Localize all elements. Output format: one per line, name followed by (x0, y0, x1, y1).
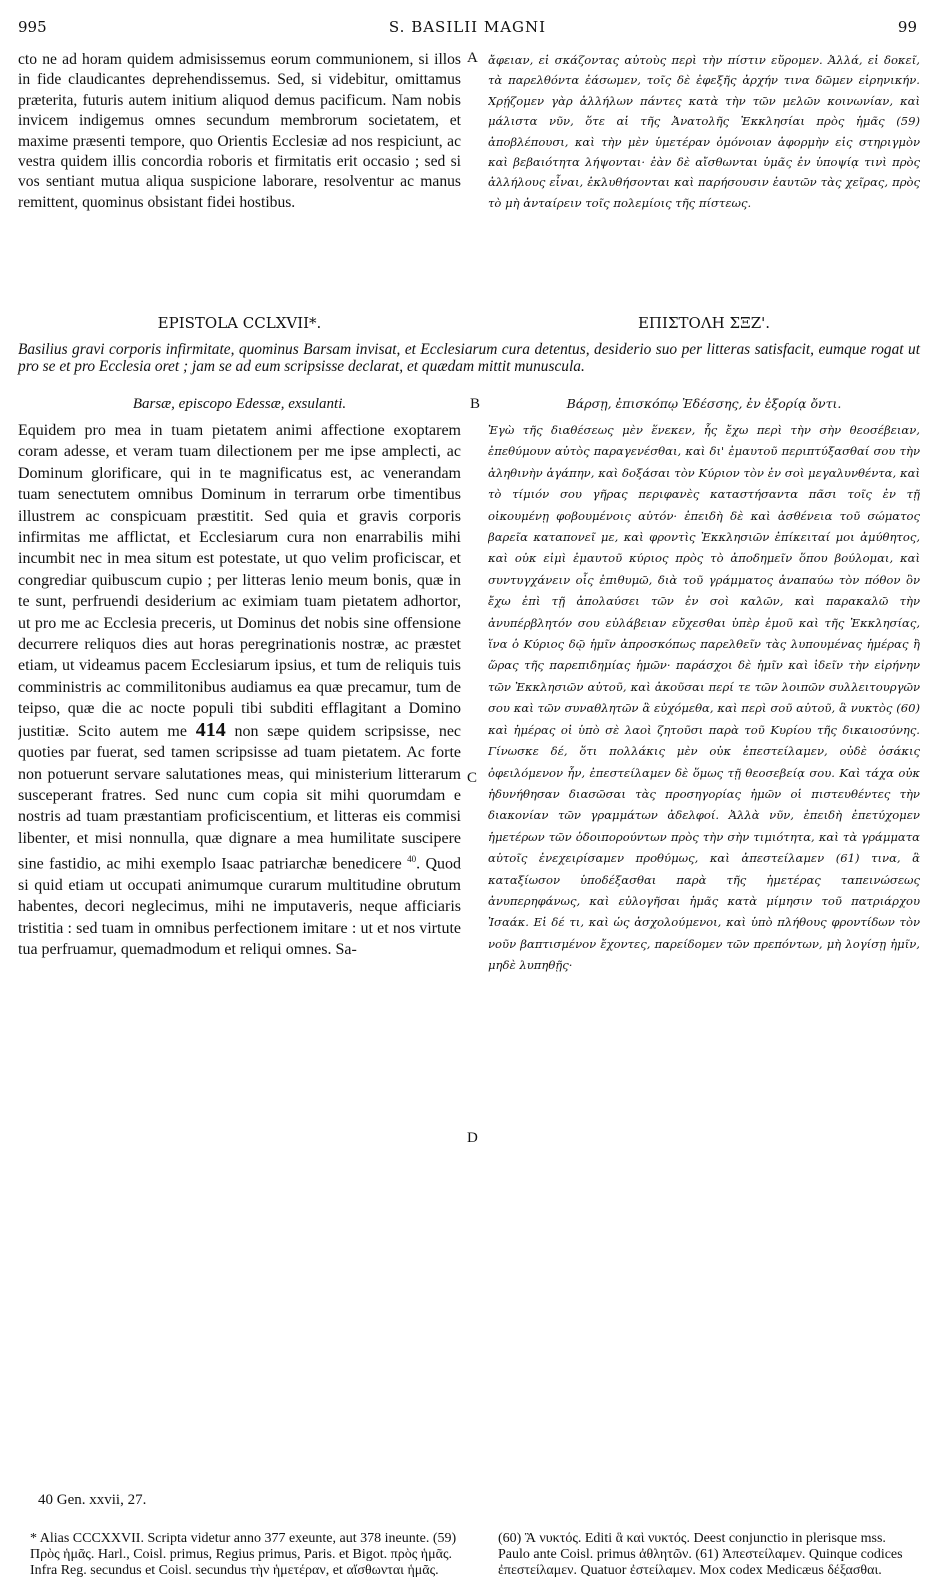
greek-text-top (488, 50, 920, 312)
epistle-summary: Basilius gravi corporis infirmitate, quominus Barsam invisat, et Ecclesiarum cura detentus, desiderio suo per litteras satisfacit, eumque rogat ut pro se et pro Ecclesia oret ; jam se ad eum scripsisse declarat, et quædam mittit munuscula. (18, 341, 920, 375)
running-header (18, 18, 917, 40)
footnote-40: 40 Gen. xxvii, 27. (38, 1492, 147, 1508)
note-reference-40: 40 (407, 854, 417, 865)
margin-letter-d: D (467, 1130, 478, 1146)
greek-paragraph-top: ἄφειαν, εἰ σκάζοντας αὐτοὺς περὶ τὴν πίστιν εὕρομεν. Ἀλλά, εἰ δοκεῖ, τὰ παρελθόντα ἐάσωμεν, τοῖς δὲ ἐφεξῆς ἀρχήν τινα δῶμεν εἰρηνικήν. Χρῄζομεν γὰρ ἀλλήλων πάντες κατὰ τὴν τῶν μελῶν κοινωνίαν, καὶ μάλιστα νῦν, ὅτε αἱ τῆς Ἀνατολῆς Ἐκκλησίαι πρὸς ἡμᾶς (59) ἀποβλέπουσι, καὶ τὴν μὲν ὑμετέραν ὁμόνοιαν ἀφορμὴν εἰς στηριγμὸν καὶ βεβαιότητα λήψονται· ἐὰν δὲ αἴσθωνται ὑμᾶς ἐν ὑποψίᾳ τινὶ πρὸς ἀλλήλους εἶναι, ἐκλυθήσονται καὶ παρήσουσιν ἑαυτῶν τὰς χεῖρας, πρὸς τὸ μὴ ἀνταίρειν τοῖς πολεμίοις τῆς πίστεως. (488, 53, 920, 210)
address-latin: Barsæ, episcopo Edessæ, exsulanti. (132, 396, 347, 412)
latin-text-top (18, 50, 461, 312)
column-number-left: 995 (18, 18, 47, 36)
latin-paragraph-body (18, 420, 461, 960)
critical-notes-right: (60) Ἃ νυκτός. Editi ἃ καὶ νυκτός. Deest conjunctio in plerisque mss. Paulo ante Coisl. primus ἀθλητῶν. (61) Ἀπεστείλαμεν. Quinque codices ἐπεστείλαμεν. Quatuor ἐστείλαμεν. Mox codex Medicæus δέξασθαι. (498, 1531, 903, 1578)
latin-body-part-3: . Quod si quid etiam ut occupati animumque curarum multitudine obrutum habentes, decori neglecimus, mihi ne imputaveris, neque afficiaris tristitia : sed tuam in omnibus perfectionem imitare : ut et nos virtute tua perfruamur, quemadmodum et reliqui omnes. Sa- (18, 855, 461, 959)
epistle-title-latin: EPISTOLA CCLXVII*. (157, 314, 322, 332)
running-title: S. BASILII MAGNI (388, 18, 547, 36)
critical-notes-left: * Alias CCCXXVII. Scripta videtur anno 377 exeunte, aut 378 ineunte. (59) Πρὸς ἡμᾶς. Harl., Coisl. primus, Regius primus, Paris. et Bigot. πρὸς ἡμᾶς. Infra Reg. secundus et Coisl. secundus τὴν ἡμετέραν, et αἴσθωνται ἡμᾶς. (30, 1531, 457, 1578)
margin-letter-c: C (467, 770, 478, 786)
greek-paragraph-body: Ἐγὼ τῆς διαθέσεως μὲν ἕνεκεν, ἧς ἔχω περὶ τὴν σὴν θεοσέβειαν, ἐπεθύμουν αὐτὸς παραγενέσθαι, καὶ δι' ἐμαυτοῦ περιπτύξασθαί σου τὴν ἀληθινὴν ἀγάπην, καὶ δοξάσαι τὸν Κύριον τὸν ἐν σοὶ μεγαλυνθέντα, καὶ τὸ τίμιόν σου γῆρας περιφανὲς καταστήσαντα πᾶσι τοῖς ἐν τῇ οἰκουμένῃ φοβουμένοις αὐτόν· ἐπειδὴ δὲ καὶ ἀσθένεια τοῦ σώματος βαρεῖα καταπονεῖ με, καὶ φροντὶς Ἐκκλησιῶν ἐπίκειταί μοι ἀμύθητος, καὶ οὐκ εἰμὶ ἐμαυτοῦ κύριος πρὸς τὸ ἀποδημεῖν ὅπου βούλομαι, καὶ συντυγχάνειν οἷς ἐπιθυμῶ, διὰ τοῦ γράμματος ἀναπαύω τὸν πόθον ὃν ἔχω ἐπὶ τῇ ἀπολαύσει τῶν ἐν σοὶ καλῶν, καὶ παρακαλῶ τὴν ἀνυπέρβλητόν σου εὐλάβειαν εὔχεσθαι ὑπὲρ ἐμοῦ καὶ τῆς Ἐκκλησίας, ἵνα ὁ Κύριος δῷ ἡμῖν ἀπροσκόπως παρελθεῖν τὰς λυπουμένας ἡμέρας ἢ ὥρας τῆς παρεπιδημίας ἡμῶν· παράσχοι δὲ ἡμῖν καὶ ἰδεῖν τὴν εἰρήνην τῶν Ἐκκλησιῶν αὐτοῦ, καὶ ἀκοῦσαι περί τε τῶν λοιπῶν συλλειτουργῶν σου καὶ τῶν συναθλητῶν ἃ εὐχόμεθα, καὶ περὶ σοῦ αὐτοῦ, ἃ νυκτὸς (60) καὶ ἡμέρας οἱ ὑπὸ σὲ λαοὶ ζητοῦσι παρὰ τοῦ Κυρίου τῆς δικαιοσύνης. Γίνωσκε δέ, ὅτι πολλάκις μὲν οὐκ ἐπεστείλαμεν, οὐδὲ ὁσάκις ὀφειλόμενον ἦν, ἐπεστείλαμεν δὲ ὅμως τῇ θεοσεβείᾳ σου. Καὶ τάχα οὐκ ἠδυνήθησαν διασῶσαι τὰς προσηγορίας ἡμῶν οἱ πιστευθέντες τὴν διακονίαν τῶν γραμμάτων ἀδελφοί. Ἀλλὰ νῦν, ἐπειδὴ ἐπετύχομεν ἡμετέρων τῶν ὁδοιπορούντων πρὸς τὴν σὴν τιμιότητα, καὶ τὰ γράμματα αὐτοῖς ἐνεχειρίσαμεν προθύμως, καὶ ἀπεστείλαμεν (61) τινα, ἃ καταξίωσον ὑποδέξασθαι παρὰ τῆς ἡμετέρας ταπεινώσεως ἀνυπερηφάνως, καὶ εὐλογῆσαι ἡμᾶς κατὰ μίμησιν τοῦ πατριάρχου Ἰσαάκ. Εἰ δέ τι, καὶ ὡς ἀσχολούμενοι, καὶ ὑπὸ πλήθους φροντίδων τὸν νοῦν βαπτισμένον ἔχοντες, παρείδομεν τῶν πρεπόντων, μὴ λογίσῃ ἡμῖν, μηδὲ λυπηθῇς· (488, 423, 920, 973)
latin-body-part-1: Equidem pro mea in tuam pietatem animi affectione exoptarem coram adesse, et veram tuam dilectionem per me ipse amplecti, ac Dominum glorificare, qui in te magnificatus est, ac venerandam tuam senectutem omnibus Dominum in terrarum orbe timentibus illustrem ac conspicuam præstitit. Sed quia et gravis corporis infirmitas me afflictat, et Ecclesiarum cura non enarrabilis mihi incumbit nec in mea situm est potestate, ut quo velim proficiscar, et congrediar quibuscum cupio ; per litteras lenio meum bonis, quæ in te sunt, perfruendi desiderium ac eximiam tuam pietatem adhortor, ut pro me ac Ecclesia preceris, ut Dominus det nobis sine offensione decurrere reliquos dies aut horas peregrinationis nostræ, ac præstet etiam, ut videamus pacem Ecclesiarum ipsius, et tum de reliquis tuis comministris ac commilitonibus audiamus ea quæ precamur, tum de teipso, quæ die ac nocte populi tibi subditi efflagitant a Domino justitiæ. Scito autem me (18, 422, 461, 740)
margin-letter-a: A (467, 50, 478, 66)
page-marker: 414 (195, 718, 226, 741)
latin-text-body (18, 420, 461, 1475)
margin-letter-b: B (470, 396, 481, 412)
latin-paragraph-top: cto ne ad horam quidem admisissemus eorum communionem, si illos in fide claudicantes deprehendissemus. Sed, si videbitur, omittamus præterita, futuris autem initium aliquod demus pacificum. Nam nobis invicem indigemus omnes secundum membrorum societatem, et maxime præsenti tempore, quo Orientis Ecclesiæ ad nos respiciunt, ac vestra quidem illis concordia roboris et firmitatis erit occasio ; sed si vos sentiant mutua aliqua suspicione laborare, resolventur ac manus remittent, quominus obsistant fidei hostibus. (18, 51, 461, 211)
epistle-title-greek: ΕΠΙΣΤΟΛΗ ΣΞΖ'. (637, 314, 771, 332)
page-number: 99 (897, 18, 917, 36)
address-greek: Βάρσῃ, ἐπισκόπῳ Ἐδέσσης, ἐν ἐξορίᾳ ὄντι. (566, 396, 842, 411)
greek-text-body (488, 420, 920, 1475)
latin-body-part-2: non sæpe quidem scripsisse, nec quoties par fuerat, sed tamen scripsisse ad tuam pietatem. Ac forte non potuerunt servare salutationes meas, qui ministerium litterarum susceperant fratres. Sed nunc cum copia sit mihi quorumdam e nostris ad tuam præstantiam proficiscentium, et litteras eis commisi libenter, et misi nonnulla, quæ dignare a mea humilitate suscipere sine fastidio, ac mihi exemplo Isaac patriarchæ benedicere (18, 722, 461, 873)
